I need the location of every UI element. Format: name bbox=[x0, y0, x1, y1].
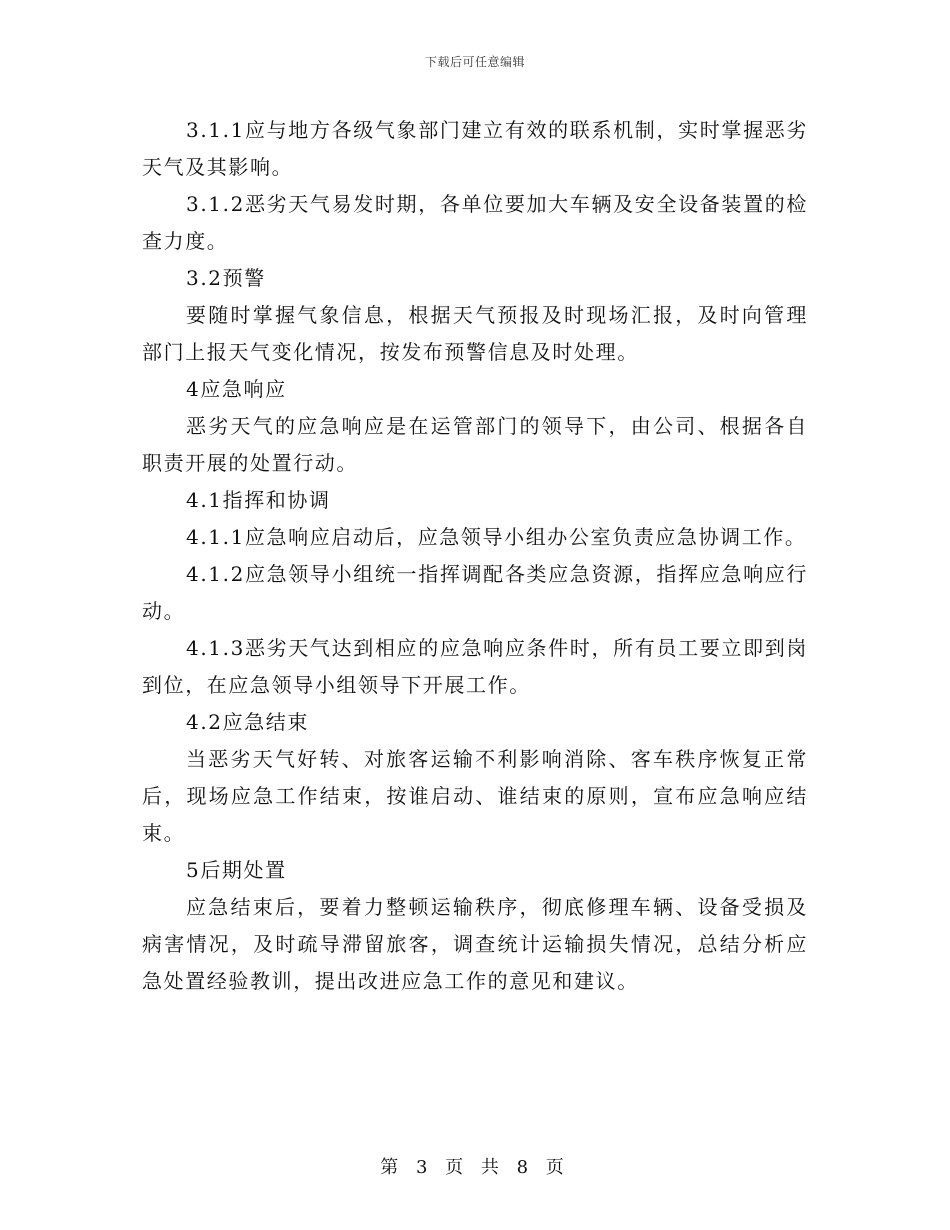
paragraph-4-2-body: 当恶劣天气好转、对旅客运输不利影响消除、客车秩序恢复正常后，现场应急工作结束，按谁启动、谁结束的原则，宣布应急响应结束。 bbox=[142, 747, 808, 845]
paragraph-3-1-2: 3.1.2恶劣天气易发时期，各单位要加大车辆及安全设备装置的检查力度。 bbox=[142, 192, 808, 253]
paragraph-4-1-3: 4.1.3恶劣天气达到相应的应急响应条件时，所有员工要立即到岗到位，在应急领导小组领导下开展工作。 bbox=[142, 636, 808, 697]
page-header: 下载后可任意编辑 bbox=[424, 55, 525, 69]
paragraph-3-2-body: 要随时掌握气象信息，根据天气预报及时现场汇报，及时向管理部门上报天气变化情况，按发布预警信息及时处理。 bbox=[142, 303, 808, 364]
page-footer: 第 3 页 共 8 页 bbox=[380, 1157, 570, 1178]
heading-4-1: 4.1指挥和协调 bbox=[186, 488, 331, 512]
paragraph-4-1-2: 4.1.2应急领导小组统一指挥调配各类应急资源，指挥应急响应行动。 bbox=[142, 562, 808, 623]
heading-5: 5后期处置 bbox=[186, 858, 287, 882]
paragraph-3-1-1: 3.1.1应与地方各级气象部门建立有效的联系机制，实时掌握恶劣天气及其影响。 bbox=[142, 118, 808, 179]
heading-4: 4应急响应 bbox=[186, 377, 287, 401]
document-body bbox=[142, 112, 808, 1000]
paragraph-5-body: 应急结束后，要着力整顿运输秩序，彻底修理车辆、设备受损及病害情况，及时疏导滞留旅客，调查统计运输损失情况，总结分析应急处置经验教训，提出改进应急工作的意见和建议。 bbox=[142, 895, 808, 993]
paragraph-4-body: 恶劣天气的应急响应是在运管部门的领导下，由公司、根据各自职责开展的处置行动。 bbox=[142, 414, 808, 475]
heading-3-2: 3.2预警 bbox=[186, 266, 266, 290]
paragraph-4-1-1: 4.1.1应急响应启动后，应急领导小组办公室负责应急协调工作。 bbox=[186, 525, 807, 549]
heading-4-2: 4.2应急结束 bbox=[186, 710, 310, 734]
